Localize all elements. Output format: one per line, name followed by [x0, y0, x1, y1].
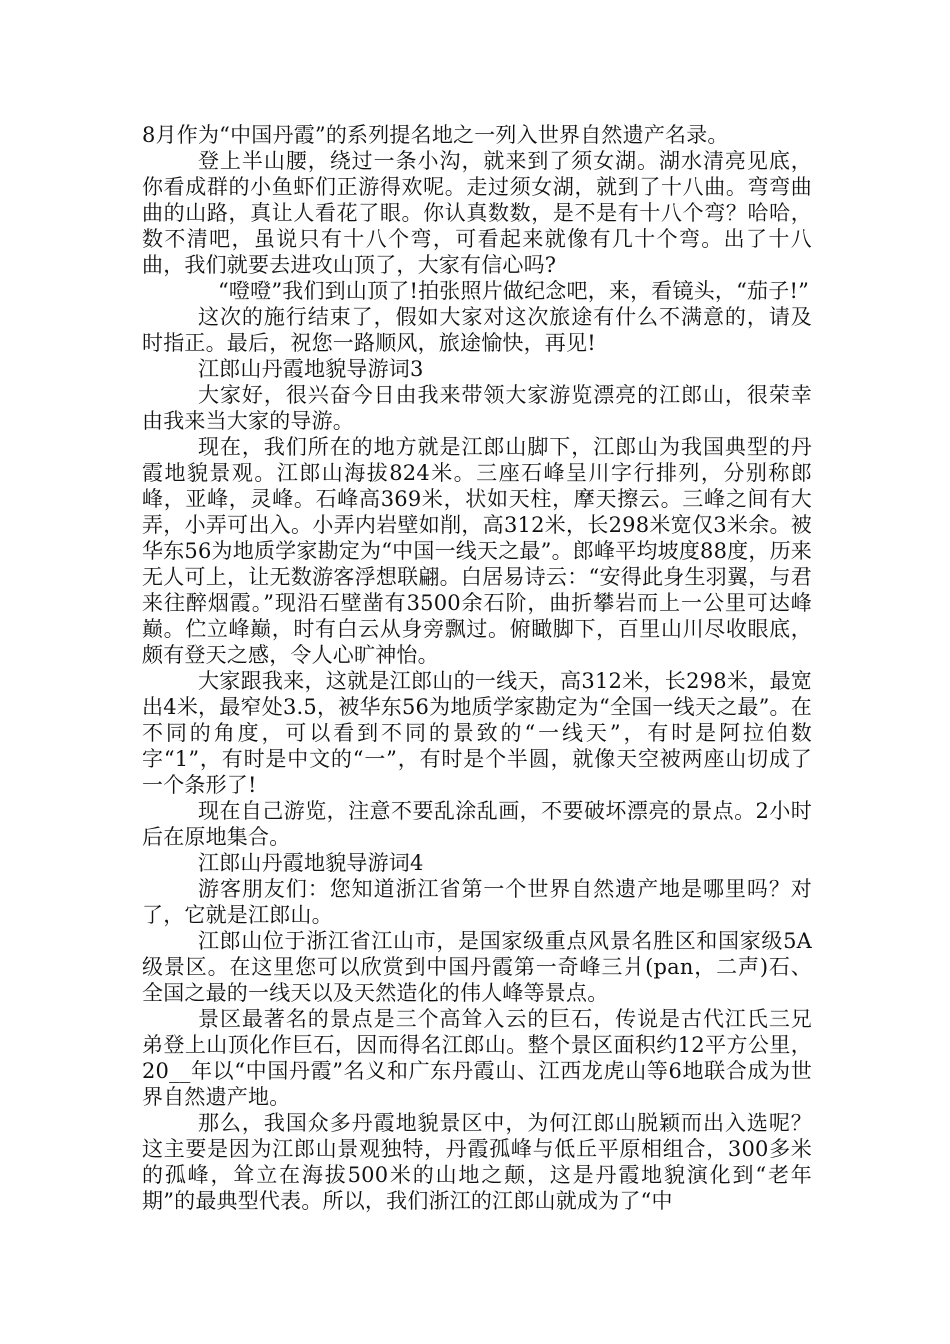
paragraph-farewell: 这次的施行结束了，假如大家对这次旅途有什么不满意的，请及时指正。最后，祝您一路顺风，旅途愉快，再见!: [142, 305, 812, 355]
paragraph-location: 江郎山位于浙江省江山市，是国家级重点风景名胜区和国家级5A级景区。在这里您可以欣赏到中国丹霞第一奇峰三爿(pan，二声)石、全国之最的一线天以及天然造化的伟人峰等景点。: [142, 929, 812, 1005]
paragraph-why-selected: 那么，我国众多丹霞地貌景区中，为何江郎山脱颖而出入选呢？这主要是因为江郎山景观独特，丹霞孤峰与低丘平原相组合，300多米的孤峰，耸立在海拔500米的山地之颠，这是丹霞地貌演化到“老年期”的最典型代表。所以，我们浙江的江郎山就成为了“中: [142, 1111, 812, 1213]
paragraph-xunv-lake: 登上半山腰，绕过一条小沟，就来到了须女湖。湖水清亮见底，你看成群的小鱼虾们正游得欢呢。走过须女湖，就到了十八曲。弯弯曲曲的山路，真让人看花了眼。你认真数数，是不是有十八个弯？哈哈，数不清吧，虽说只有十八个弯，可看起来就像有几十个弯。出了十八曲，我们就要去进攻山顶了，大家有信心吗?: [142, 149, 812, 277]
paragraph-summit-photo: “噔噔”我们到山顶了!拍张照片做纪念吧，来，看镜头，“茄子!”: [218, 279, 810, 303]
paragraph-yixiantian: 大家跟我来，这就是江郎山的一线天，高312米，长298米，最宽出4米，最窄处3.5，被华东56为地质学家勘定为“全国一线天之最”。在不同的角度，可以看到不同的景致的“一线天”，有时是阿拉伯数字“1”，有时是中文的“一”，有时是个半圆，就像天空被两座山切成了一个条形了!: [142, 669, 812, 797]
paragraph-free-tour: 现在自己游览，注意不要乱涂乱画，不要破坏漂亮的景点。2小时后在原地集合。: [142, 799, 812, 849]
section-heading-4: 江郎山丹霞地貌导游词4: [198, 851, 424, 875]
paragraph-legend: 景区最著名的景点是三个高耸入云的巨石，传说是古代江氏三兄弟登上山顶化作巨石，因而得名江郎山。整个景区面积约12平方公里，20__年以“中国丹霞”名义和广东丹霞山、江西龙虎山等6地联合成为世界自然遗产地。: [142, 1007, 812, 1109]
paragraph-world-heritage-question: 游客朋友们：您知道浙江省第一个世界自然遗产地是哪里吗？对了，它就是江郎山。: [142, 877, 812, 927]
document-body: [142, 122, 812, 1214]
section-heading-3: 江郎山丹霞地貌导游词3: [198, 357, 424, 381]
paragraph-greeting: 大家好，很兴奋今日由我来带领大家游览漂亮的江郎山，很荣幸由我来当大家的导游。: [142, 383, 812, 433]
paragraph-mountain-overview: 现在，我们所在的地方就是江郎山脚下，江郎山为我国典型的丹霞地貌景观。江郎山海拔824米。三座石峰呈川字行排列，分别称郎峰，亚峰，灵峰。石峰高369米，状如天柱，摩天擦云。三峰之间有大弄，小弄可出入。小弄内岩壁如削，高312米，长298米宽仅3米余。被华东56为地质学家勘定为“中国一线天之最”。郎峰平均坡度88度，历来无人可上，让无数游客浮想联翩。白居易诗云：“安得此身生羽翼，与君来往醉烟霞。”现沿石壁凿有3500余石阶，曲折攀岩而上一公里可达峰巅。伫立峰巅，时有白云从身旁飘过。俯瞰脚下，百里山川尽收眼底，颇有登天之感，令人心旷神怡。: [142, 435, 812, 667]
paragraph-continuation: 8月作为“中国丹霞”的系列提名地之一列入世界自然遗产名录。: [142, 123, 729, 147]
